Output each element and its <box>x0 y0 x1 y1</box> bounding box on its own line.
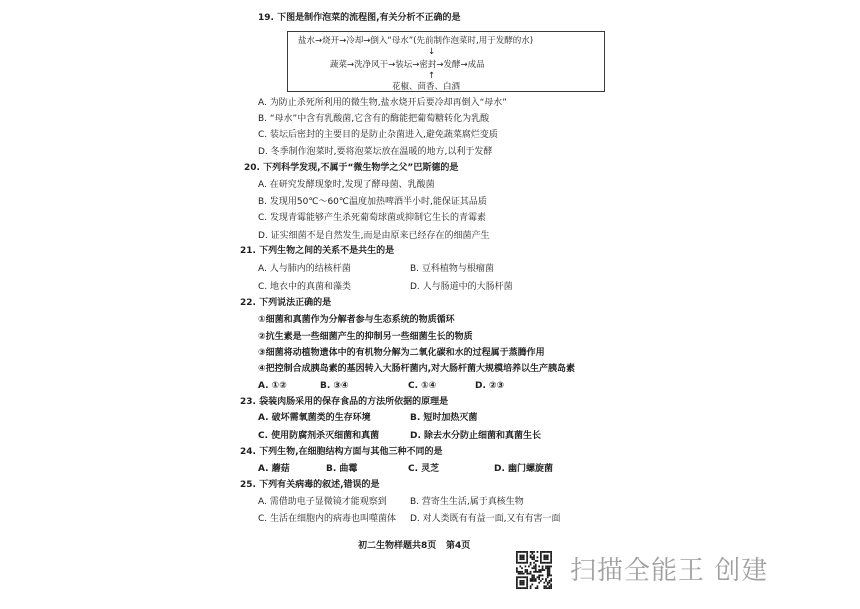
q21-option-a: A. 人与肺内的结核杆菌 <box>258 264 351 274</box>
q22-statement-1: ①细菌和真菌作为分解者参与生态系统的物质循环 <box>258 315 455 325</box>
q22-option-a: A. ①② <box>258 381 287 391</box>
q23-option-d: D. 除去水分防止细菌和真菌生长 <box>410 431 542 441</box>
q20-option-b: B. 发现用50℃～60℃温度加热啤酒半小时,能保证其品质 <box>258 197 487 207</box>
q19-option-c: C. 装坛后密封的主要目的是防止杂菌进入,避免蔬菜腐烂变质 <box>258 130 498 140</box>
q25-option-b: B. 营寄生生活,属于真核生物 <box>410 497 524 507</box>
q19-flow-line3: 花椒、茴香、白酒 <box>392 82 461 92</box>
q19-flow-arrow-down: ↓ <box>428 47 436 57</box>
footer-title: 初二生物样题共8页 <box>358 541 437 551</box>
q25-option-c: C. 生活在细胞内的病毒也叫噬菌体 <box>258 514 397 524</box>
q25-stem: 25. 下列有关病毒的叙述,错误的是 <box>240 480 380 490</box>
q22-statement-2: ②抗生素是一些细菌产生的抑制另一些细菌生长的物质 <box>258 332 473 342</box>
q24-stem: 24. 下列生物,在细胞结构方面与其他三种不同的是 <box>240 447 443 457</box>
q24-option-d: D. 幽门螺旋菌 <box>494 464 554 474</box>
q22-statement-3: ③细菌将动植物遗体中的有机物分解为二氧化碳和水的过程属于蒸腾作用 <box>258 348 545 358</box>
q25-option-a: A. 需借助电子显微镜才能观察到 <box>258 497 387 507</box>
q22-stem: 22. 下列说法正确的是 <box>240 298 332 308</box>
q23-option-a: A. 破坏需氧菌类的生存环境 <box>258 413 371 423</box>
q20-option-c: C. 发现青霉能够产生杀死葡萄球菌或抑制它生长的青霉素 <box>258 213 487 223</box>
q19-flow-arrow-up: ↑ <box>428 71 436 81</box>
qr-code <box>516 551 552 589</box>
q19-flow-line2: 蔬菜→洗净风干→装坛→密封→发酵→成品 <box>330 60 485 70</box>
q22-statement-4: ④把控制合成胰岛素的基因转入大肠杆菌内,对大肠杆菌大规模培养以生产胰岛素 <box>258 364 576 374</box>
q20-stem: 20. 下列科学发现,不属于“微生物学之父”巴斯德的是 <box>244 163 459 173</box>
q19-option-a: A. 为防止杀死所利用的微生物,盐水烧开后要冷却再倒入“母水” <box>258 98 507 108</box>
q19-flow-line1: 盐水→烧开→冷却→倒入“母水”(先前制作泡菜时,用于发酵的水) <box>298 36 534 46</box>
q21-option-d: D. 人与肠道中的大肠杆菌 <box>410 282 513 292</box>
q22-option-b: B. ③④ <box>320 381 349 391</box>
footer-page-number: 第4页 <box>446 541 471 551</box>
q19-stem: 19. 下图是制作泡菜的流程图,有关分析不正确的是 <box>258 13 461 23</box>
q20-option-a: A. 在研究发酵现象时,发现了酵母菌、乳酸菌 <box>258 180 435 190</box>
q23-option-c: C. 使用防腐剂杀灭细菌和真菌 <box>258 431 380 441</box>
q21-stem: 21. 下列生物之间的关系不是共生的是 <box>240 246 395 256</box>
q21-option-c: C. 地衣中的真菌和藻类 <box>258 282 352 292</box>
q19-option-b: B. “母水”中含有乳酸菌,它含有的酶能把葡萄糖转化为乳酸 <box>258 114 490 124</box>
q25-option-d: D. 对人类既有有益一面,又有有害一面 <box>410 514 561 524</box>
q19-option-d: D. 冬季制作泡菜时,要将泡菜坛放在温暖的地方,以利于发酵 <box>258 147 493 157</box>
scanner-watermark: 扫描全能王 创建 <box>570 556 769 586</box>
q20-option-d: D. 证实细菌不是自然发生,而是由原来已经存在的细菌产生 <box>258 231 490 241</box>
q23-option-b: B. 短时加热灭菌 <box>410 413 478 423</box>
q23-stem: 23. 袋装肉肠采用的保存食品的方法所依据的原理是 <box>240 397 449 407</box>
q22-option-d: D. ②③ <box>475 381 505 391</box>
q24-option-c: C. 灵芝 <box>408 464 440 474</box>
q24-option-a: A. 蘑菇 <box>258 464 290 474</box>
q21-option-b: B. 豆科植物与根瘤菌 <box>410 264 494 274</box>
q24-option-b: B. 曲霉 <box>326 464 358 474</box>
q22-option-c: C. ①④ <box>408 381 437 391</box>
